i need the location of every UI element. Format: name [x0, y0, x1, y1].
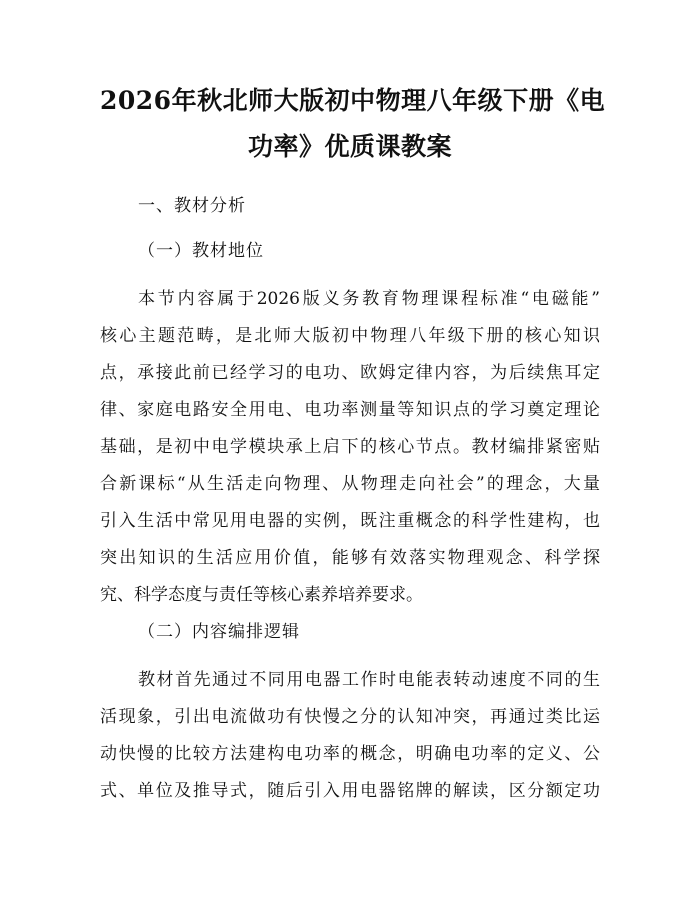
subsection-heading-textbook-position: （一）教材地位 [138, 241, 264, 261]
paragraph-line: 律、家庭电路安全用电、电功率测量等知识点的学习奠定理论 [100, 400, 600, 420]
paragraph-line: 合新课标“从生活走向物理、从物理走向社会”的理念，大量 [100, 474, 600, 494]
paragraph-line: 本节内容属于2026版义务教育物理课程标准“电磁能” [138, 289, 600, 309]
paragraph-line: 核心主题范畴，是北师大版初中物理八年级下册的核心知识 [100, 326, 600, 346]
subsection-heading-content-logic: （二）内容编排逻辑 [138, 622, 300, 642]
paragraph-line: 究、科学态度与责任等核心素养培养要求。 [100, 585, 423, 605]
paragraph-line: 式、单位及推导式，随后引入用电器铭牌的解读，区分额定功 [100, 781, 600, 801]
paragraph-line: 活现象，引出电流做功有快慢之分的认知冲突，再通过类比运 [100, 707, 600, 727]
paragraph-line: 教材首先通过不同用电器工作时电能表转动速度不同的生 [138, 670, 600, 690]
document-title-line2: 功率》优质课教案 [247, 132, 452, 161]
section-heading-textbook-analysis: 一、教材分析 [138, 196, 246, 216]
paragraph-line: 点，承接此前已经学习的电功、欧姆定律内容，为后续焦耳定 [100, 363, 600, 383]
paragraph-line: 基础，是初中电学模块承上启下的核心节点。教材编排紧密贴 [100, 437, 600, 457]
document-title-line1: 2026年秋北师大版初中物理八年级下册《电 [100, 86, 606, 115]
paragraph-line: 突出知识的生活应用价值，能够有效落实物理观念、科学探 [100, 548, 600, 568]
paragraph-line: 引入生活中常见用电器的实例，既注重概念的科学性建构，也 [100, 511, 600, 531]
paragraph-line: 动快慢的比较方法建构电功率的概念，明确电功率的定义、公 [100, 744, 600, 764]
